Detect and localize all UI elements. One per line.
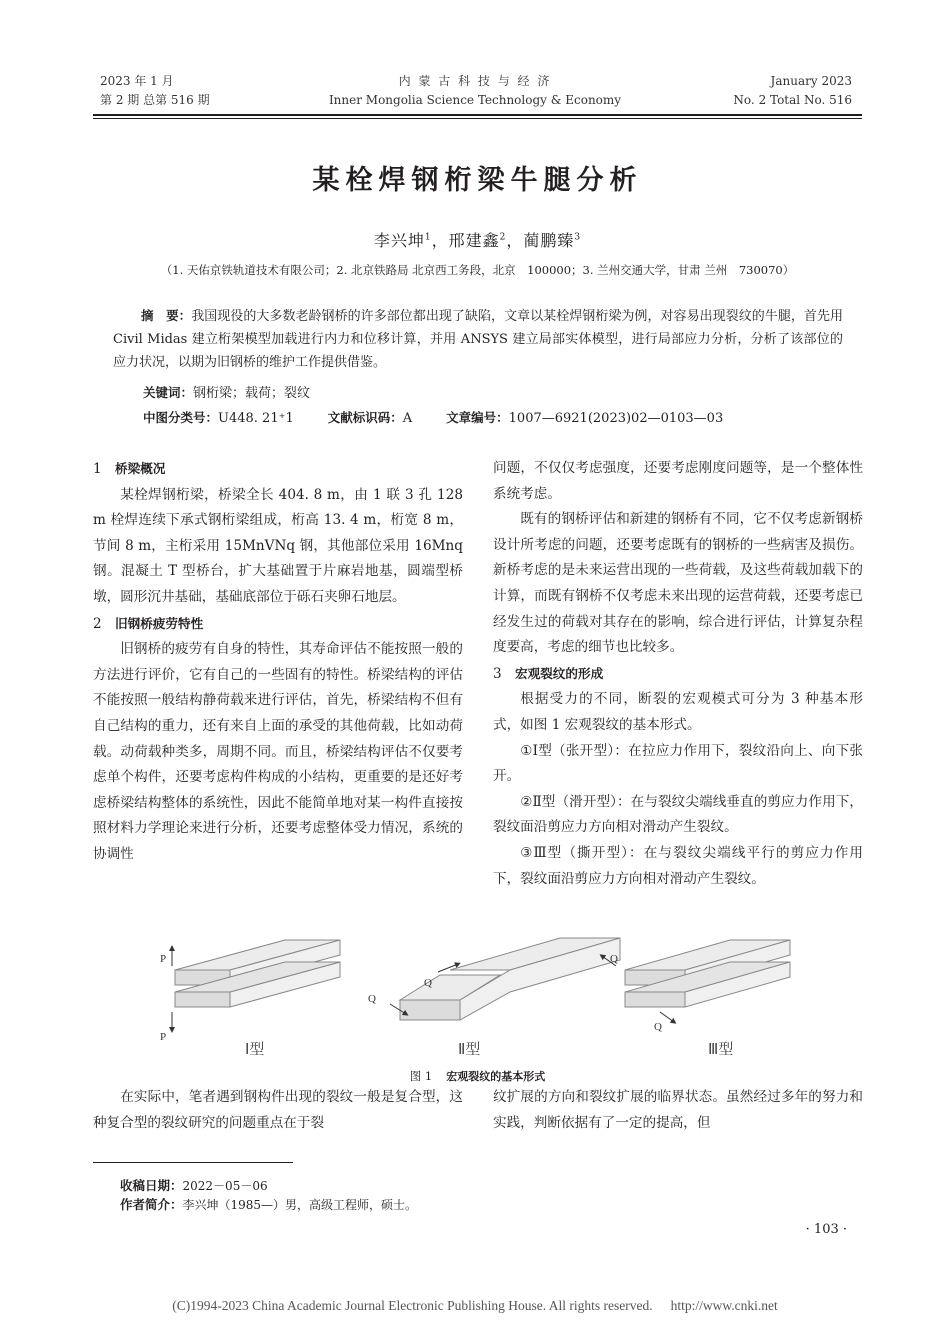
section-title: 桥梁概况: [115, 461, 166, 476]
body-right-column: [493, 456, 863, 892]
header-issue: 第 2 期 总第 516 期: [100, 93, 210, 107]
section-heading: [93, 611, 463, 638]
journal-name-en: Inner Mongolia Science Technology & Economy: [328, 93, 622, 107]
paragraph: 旧钢桥的疲劳有自身的特性，其寿命评估不能按照一般的方法进行评价，它有自己的一些固有的特性。桥梁结构的评估不能按照一般结构静荷载来进行评估，首先，桥梁结构不但有自己结构的重力，还有来自上面的承受的其他荷载，比如动荷载。动荷载种类多，周期不同。而且，桥梁结构评估不仅要考虑单个构件，还要考虑构件构成的小结构，更重要的是还好考虑桥梁结构整体的系统性，因此不能简单地对某一构件直接按照材料力学理论来进行分析，还要考虑整体受力情况，系统的协调性: [93, 641, 463, 862]
author-affil-mark: 3: [574, 232, 582, 243]
load-label-q: Q: [654, 1021, 662, 1033]
paragraph: ②Ⅱ型（滑开型）：在与裂纹尖端线垂直的剪应力作用下，裂纹面沿剪应力方向相对滑动产生裂纹。: [493, 793, 863, 836]
load-label-p: P: [160, 953, 167, 965]
author-separator: ，: [506, 231, 524, 250]
mode-1-label: Ⅰ型: [245, 1042, 265, 1058]
paragraph: 纹扩展的方向和裂纹扩展的临界状态。虽然经过多年的努力和实践，判断依据有了一定的提高，但: [493, 1089, 863, 1131]
author-affil-mark: 2: [499, 232, 507, 243]
paragraph: 根据受力的不同，断裂的宏观模式可分为 3 种基本形式，如图 1 宏观裂纹的基本形式。: [493, 691, 863, 733]
crack-modes-figure: [140, 930, 860, 1060]
body-left-column: [93, 456, 463, 868]
mode-2-diagram: [400, 938, 620, 1020]
lower-left-column: [93, 1085, 463, 1136]
author-list: [93, 228, 862, 251]
copyright-footer: [0, 1298, 950, 1314]
clc-label: 中图分类号：: [143, 410, 219, 425]
load-label-q: Q: [424, 977, 432, 989]
author-name: 李兴坤: [373, 231, 425, 250]
section-heading: [493, 661, 863, 688]
paragraph: 在实际中，笔者遇到钢构件出现的裂纹一般是复合型，这种复合型的裂纹研究的问题重点在于裂: [93, 1089, 463, 1131]
paper-title: 某栓焊钢桁梁牛腿分析: [312, 165, 643, 196]
paragraph: 某栓焊钢桁梁，桥梁全长 404. 8 m，由 1 联 3 孔 128 m 栓焊连续下承式钢桁梁组成，桁高 13. 4 m，桁宽 8 m，节间 8 m，主桁采用 15MnVNq 钢，其他部位采用 16Mnq 钢。混凝土 T 型桥台，扩大基础置于片麻岩地基，圆端型桥墩，圆形沉井基础，基础底部位于砾石夹卵石地层。: [93, 486, 463, 605]
paragraph: ③Ⅲ型（撕开型）：在与裂纹尖端线平行的剪应力作用下，裂纹面沿剪应力方向相对滑动产生裂纹。: [493, 844, 863, 887]
received-date: [120, 1176, 268, 1196]
header-rule: [93, 114, 862, 116]
copyright-text: (C)1994-2023 China Academic Journal Electronic Publishing House. All rights reserved.: [172, 1298, 653, 1313]
author-bio: [120, 1195, 417, 1215]
received-value: 2022－05－06: [182, 1179, 268, 1193]
keywords-text: 钢桁梁；载荷；裂纹: [193, 386, 311, 401]
clc-value: U448. 21⁺1: [218, 411, 294, 426]
section-title: 宏观裂纹的形成: [515, 665, 604, 681]
load-label-p: P: [160, 1031, 167, 1043]
mode-3-label: Ⅲ型: [708, 1042, 734, 1058]
classification-line: [143, 408, 843, 426]
doc-code-label: 文献标识码：: [327, 410, 403, 425]
keywords-label: 关键词：: [143, 385, 194, 400]
paragraph: ①Ⅰ型（张开型）：在拉应力作用下，裂纹沿向上、向下张开。: [493, 742, 863, 785]
abstract-text: 我国现役的大多数老龄钢桥的许多部位都出现了缺陷，文章以某栓焊钢桁梁为例，对容易出现裂纹的牛腿，首先用 Civil Midas 建立桁架模型加载进行内力和位移计算，并用 ANSYS 建立局部实体模型，进行局部应力分析，分析了该部位的应力状况，以期为旧钢桥的维护工作提供借鉴。: [113, 309, 843, 370]
header-rule-thin: [93, 118, 862, 119]
section-title: 旧钢桥疲劳特性: [115, 615, 204, 631]
affiliations: （1. 天佑京铁轨道技术有限公司；2. 北京铁路局 北京西工务段，北京 100000；3. 兰州交通大学，甘肃 兰州 730070）: [160, 263, 795, 277]
page-number: · 103 ·: [805, 1222, 847, 1237]
mode-1-diagram: [175, 940, 340, 1007]
figure-caption: [93, 1068, 862, 1084]
article-id-value: 1007—6921(2023)02—0103—03: [508, 411, 724, 426]
cnki-link[interactable]: http://www.cnki.net: [670, 1298, 778, 1313]
section-number: 2: [93, 615, 102, 632]
abstract-label: 摘 要：: [141, 308, 192, 323]
author-separator: ，: [431, 231, 449, 250]
bio-label: 作者简介：: [120, 1197, 183, 1212]
header-issue-info: [100, 72, 210, 110]
figure-caption-text: 宏观裂纹的基本形式: [446, 1070, 546, 1083]
author-name: 蔺鹏臻: [523, 231, 575, 250]
header-date-en: January 2023: [770, 74, 852, 88]
header-issue-en: No. 2 Total No. 516: [733, 93, 852, 107]
footnote-rule: [93, 1162, 293, 1163]
author-affil-mark: 1: [424, 232, 432, 243]
keywords: [143, 382, 310, 401]
load-label-q: Q: [610, 953, 618, 965]
header-date: 2023 年 1 月: [100, 74, 174, 88]
author-name: 邢建鑫: [448, 231, 500, 250]
header-issue-info-en: [733, 72, 852, 110]
received-label: 收稿日期：: [120, 1178, 183, 1193]
figure-number: 图 1: [409, 1069, 433, 1083]
mode-2-label: Ⅱ型: [458, 1042, 481, 1058]
lower-right-column: [493, 1085, 863, 1136]
doc-code-value: A: [402, 411, 413, 426]
load-label-q: Q: [368, 993, 376, 1005]
paragraph: 既有的钢桥评估和新建的钢桥有不同，它不仅考虑新钢桥设计所考虑的问题，还要考虑既有的钢桥的一些病害及损伤。新桥考虑的是未来运营出现的一些荷载，及这些荷载加载下的计算，而既有钢桥不仅考虑未来出现的运营荷载，还要考虑已经发生过的荷载对其存在的影响，综合进行评估，计算复杂程度要高，考虑的细节也比较多。: [493, 511, 863, 656]
journal-name-cn: 内 蒙 古 科 技 与 经 济: [398, 74, 552, 88]
section-number: 3: [493, 665, 502, 682]
paragraph: 问题，不仅仅考虑强度，还要考虑刚度问题等，是一个整体性系统考虑。: [493, 460, 863, 502]
bio-text: 李兴坤（1985—）男，高级工程师，硕士。: [182, 1198, 418, 1212]
mode-3-diagram: [625, 940, 790, 1007]
section-heading: [93, 456, 463, 483]
section-number: 1: [93, 461, 102, 477]
header-journal: [300, 72, 650, 110]
article-id-label: 文章编号：: [446, 410, 509, 425]
abstract: [113, 304, 843, 374]
